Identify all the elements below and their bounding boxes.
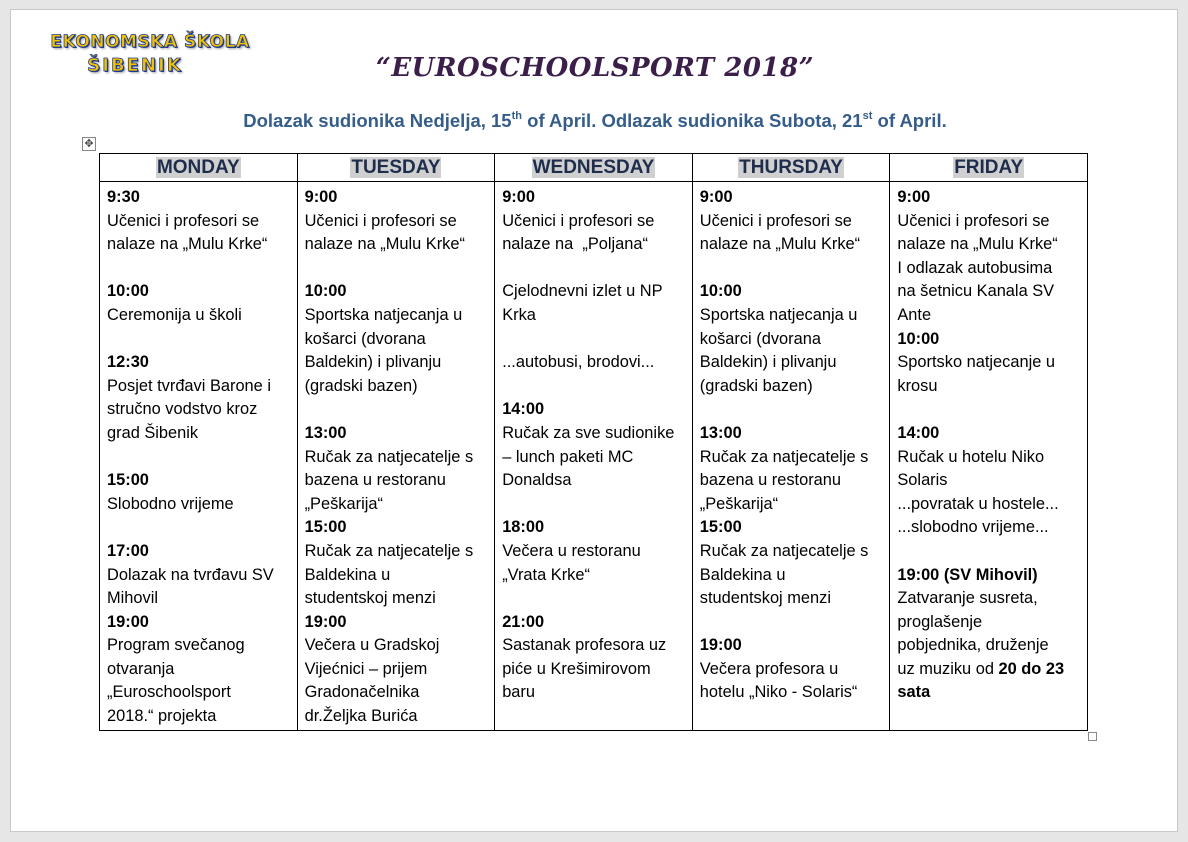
schedule-line <box>305 304 491 328</box>
line-text: nalaze na „Mulu Krke“ <box>699 235 861 254</box>
line-text: 17:00 <box>107 541 149 560</box>
time-label <box>897 186 1083 210</box>
schedule-line <box>897 233 1083 257</box>
time-label <box>502 516 688 540</box>
schedule-line <box>107 658 293 682</box>
document-page <box>10 9 1178 832</box>
line-text: Ceremonija u školi <box>107 305 242 324</box>
line-text: Ručak za natjecatelje s <box>699 447 869 466</box>
schedule-line <box>700 210 886 234</box>
schedule-line <box>700 564 886 588</box>
schedule-line <box>107 210 293 234</box>
schedule-line <box>305 540 491 564</box>
line-text: nalaze na „Mulu Krke“ <box>107 235 268 254</box>
schedule-line <box>502 658 688 682</box>
table-resize-handle[interactable] <box>1088 732 1097 741</box>
line-text: 9:00 <box>897 188 931 206</box>
schedule-line <box>897 587 1083 611</box>
line-text: 13:00 <box>304 423 347 442</box>
schedule-line <box>897 493 1083 517</box>
schedule-line <box>107 564 293 588</box>
schedule-line <box>700 233 886 257</box>
line-text: 19:00 (SV Mihovil) <box>897 565 1038 584</box>
move-arrows-icon[interactable]: ✥ <box>82 137 96 151</box>
schedule-line <box>502 328 688 352</box>
schedule-line <box>897 611 1083 635</box>
schedule-line <box>502 233 688 257</box>
schedule-line <box>305 398 491 422</box>
time-label <box>305 422 491 446</box>
day-header-label: FRIDAY <box>954 156 1024 178</box>
schedule-line <box>107 516 293 540</box>
day-cell-friday <box>890 182 1088 731</box>
schedule-line <box>502 493 688 517</box>
schedule-line <box>897 658 1083 682</box>
line-text: 19:00 <box>107 612 149 631</box>
day-cell-wednesday <box>495 182 693 731</box>
line-text: Učenici i profesori se <box>304 211 457 230</box>
day-cell-monday <box>100 182 298 731</box>
line-text: Večera u Gradskoj <box>304 636 440 655</box>
schedule-line <box>107 422 293 446</box>
time-label <box>305 516 491 540</box>
time-label <box>107 280 293 304</box>
schedule-line <box>305 634 491 658</box>
schedule-line <box>107 398 293 422</box>
line-text: sata <box>897 683 931 702</box>
line-text: Ručak za natjecatelje s <box>304 541 474 560</box>
page-title: “EUROSCHOOLSPORT 2018” <box>375 53 815 83</box>
line-text: Ručak u hotelu Niko <box>897 447 1045 466</box>
schedule-line <box>700 469 886 493</box>
schedule-line <box>700 611 886 635</box>
time-label <box>897 328 1083 352</box>
schedule-line <box>305 210 491 234</box>
schedule-line <box>107 328 293 352</box>
schedule-line <box>502 446 688 470</box>
line-text: 15:00 <box>107 471 149 490</box>
line-text: 19:00 <box>699 636 742 655</box>
schedule-line <box>700 328 886 352</box>
line-text: 9:00 <box>502 188 535 206</box>
line-text: Sportska natjecanja u <box>699 305 858 324</box>
time-label <box>502 398 688 422</box>
line-text: Program svečanog <box>107 636 245 655</box>
time-label <box>700 422 886 446</box>
line-text: „Vrata Krke“ <box>502 565 590 584</box>
line-text: 14:00 <box>502 400 545 419</box>
line-text: 14:00 <box>897 423 940 442</box>
day-header-label: MONDAY <box>156 156 240 178</box>
line-text: baru <box>502 683 535 702</box>
schedule-line <box>107 705 293 729</box>
line-text: Baldekin) i plivanju <box>304 353 442 372</box>
day-header-wednesday <box>495 154 693 182</box>
line-text: Posjet tvrđavi Barone i <box>107 376 271 395</box>
schedule-line <box>502 257 688 281</box>
time-label <box>107 186 293 210</box>
schedule-line <box>700 398 886 422</box>
schedule-line <box>107 681 293 705</box>
schedule-line <box>305 587 491 611</box>
line-text: Dolazak na tvrđavu SV <box>107 565 274 584</box>
line-text: proglašenje <box>897 612 983 631</box>
schedule-line <box>897 516 1083 540</box>
table-row <box>100 182 1088 731</box>
subtitle-part-3: of April. <box>872 110 947 131</box>
schedule-line <box>700 351 886 375</box>
schedule-line <box>502 587 688 611</box>
schedule-line <box>107 375 293 399</box>
schedule-line <box>502 469 688 493</box>
line-text: Večera profesora u <box>699 659 839 678</box>
schedule-line <box>897 351 1083 375</box>
line-text: bazena u restoranu <box>304 471 446 490</box>
schedule-line <box>305 469 491 493</box>
schedule-line <box>305 351 491 375</box>
schedule-line <box>502 351 688 375</box>
time-label <box>107 351 293 375</box>
schedule-line <box>897 446 1083 470</box>
line-text: pobjednika, druženje <box>897 636 1049 655</box>
schedule-line <box>305 446 491 470</box>
line-text: (gradski bazen) <box>304 376 418 395</box>
schedule-line <box>897 398 1083 422</box>
schedule-line <box>502 280 688 304</box>
schedule-line <box>305 705 491 729</box>
schedule-line <box>897 304 1083 328</box>
schedule-line <box>700 257 886 281</box>
time-label <box>305 186 491 210</box>
schedule-line <box>700 375 886 399</box>
line-text: 10:00 <box>304 282 347 301</box>
line-text: – lunch paketi MC <box>502 447 634 466</box>
line-text: Večera u restoranu <box>502 541 641 560</box>
line-text: dr.Željka Burića <box>304 707 418 726</box>
time-label <box>897 422 1083 446</box>
line-text: „Peškarija“ <box>699 494 779 513</box>
schedule-line <box>700 446 886 470</box>
time-label <box>502 611 688 635</box>
line-text: Baldekin) i plivanju <box>699 353 837 372</box>
line-text: košarci (dvorana <box>304 329 426 348</box>
time-label <box>700 280 886 304</box>
time-label <box>107 611 293 635</box>
schedule-line <box>305 257 491 281</box>
line-text: 21:00 <box>502 612 545 631</box>
schedule-line <box>305 493 491 517</box>
time-label <box>107 540 293 564</box>
line-text: „Euroschoolsport <box>107 683 231 702</box>
line-text: 18:00 <box>502 518 545 537</box>
day-header-label: WEDNESDAY <box>532 156 655 178</box>
day-cell-tuesday <box>297 182 495 731</box>
schedule-line <box>107 587 293 611</box>
line-text: Učenici i profesori se <box>502 211 655 230</box>
line-text: bazena u restoranu <box>699 471 842 490</box>
line-text: 9:30 <box>107 188 140 206</box>
schedule-line <box>502 634 688 658</box>
line-text: piće u Krešimirovom <box>502 659 651 678</box>
schedule-line <box>897 375 1083 399</box>
schedule-line <box>107 446 293 470</box>
schedule-line <box>305 681 491 705</box>
day-header-label: TUESDAY <box>351 156 441 178</box>
line-text: ...povratak u hostele... <box>897 494 1059 513</box>
line-text: Učenici i profesori se <box>107 211 260 230</box>
line-text: Baldekina u <box>699 565 786 584</box>
line-text: 19:00 <box>304 612 347 631</box>
line-text: Ante <box>897 305 932 324</box>
line-text: nalaze na „Poljana“ <box>502 235 648 254</box>
line-text: Ručak za sve sudionike <box>502 423 675 442</box>
day-header-tuesday <box>297 154 495 182</box>
line-text: ...slobodno vrijeme... <box>897 518 1049 537</box>
day-header-thursday <box>692 154 890 182</box>
logo-line-2: ŠIBENIK <box>87 55 183 76</box>
schedule-line <box>305 233 491 257</box>
schedule-line <box>502 564 688 588</box>
schedule-line <box>897 540 1083 564</box>
schedule-line <box>700 540 886 564</box>
line-text: Sportska natjecanja u <box>304 305 463 324</box>
line-text: Učenici i profesori se <box>699 211 852 230</box>
schedule-line <box>700 304 886 328</box>
time-label <box>502 186 688 210</box>
line-text: krosu <box>897 376 938 395</box>
day-cell-thursday <box>692 182 890 731</box>
line-text: „Peškarija“ <box>304 494 383 513</box>
schedule-line <box>502 681 688 705</box>
time-label <box>700 186 886 210</box>
time-label <box>305 611 491 635</box>
line-text: Sportsko natjecanje u <box>897 353 1056 372</box>
schedule-line <box>897 634 1083 658</box>
schedule-line <box>107 634 293 658</box>
line-text: Slobodno vrijeme <box>107 494 234 513</box>
line-text: nalaze na „Mulu Krke“ <box>304 235 465 254</box>
line-text: 9:00 <box>699 188 733 206</box>
time-label <box>700 516 886 540</box>
line-text: Sastanak profesora uz <box>502 636 667 655</box>
schedule-line <box>502 540 688 564</box>
line-text: nalaze na „Mulu Krke“ <box>897 235 1058 254</box>
subtitle-sup-2: st <box>862 110 873 122</box>
schedule-line <box>107 304 293 328</box>
line-text: Učenici i profesori se <box>897 211 1050 230</box>
schedule-line <box>700 587 886 611</box>
schedule-line <box>502 422 688 446</box>
line-text: (gradski bazen) <box>699 376 813 395</box>
line-text: Baldekina u <box>304 565 391 584</box>
schedule-line <box>897 210 1083 234</box>
line-text: košarci (dvorana <box>699 329 821 348</box>
time-label <box>897 564 1083 588</box>
schedule-line <box>305 658 491 682</box>
line-text: hotelu „Niko - Solaris“ <box>699 683 858 702</box>
line-text: uz muziku od <box>897 659 999 678</box>
line-text: 10:00 <box>897 329 940 348</box>
line-text: Ručak za natjecatelje s <box>304 447 474 466</box>
line-text: na šetnicu Kanala SV <box>897 282 1055 301</box>
time-label <box>305 280 491 304</box>
table-header-row <box>100 154 1088 182</box>
schedule-line <box>305 328 491 352</box>
line-text: 15:00 <box>304 518 347 537</box>
schedule-line <box>700 658 886 682</box>
schedule-line <box>107 493 293 517</box>
line-text: Ručak za natjecatelje s <box>699 541 869 560</box>
time-label <box>107 469 293 493</box>
day-header-monday <box>100 154 298 182</box>
line-text: I odlazak autobusima <box>897 258 1053 277</box>
line-text: 13:00 <box>699 423 742 442</box>
schedule-line <box>502 375 688 399</box>
line-text: Mihovil <box>107 589 159 608</box>
schedule-line <box>107 257 293 281</box>
line-text: ...autobusi, brodovi... <box>502 353 655 372</box>
line-text: 15:00 <box>699 518 742 537</box>
line-text: 2018.“ projekta <box>107 707 217 726</box>
line-text: Solaris <box>897 471 948 490</box>
time-label <box>700 634 886 658</box>
logo-line-1: EKONOMSKA ŠKOLA <box>50 32 250 52</box>
schedule-line <box>897 469 1083 493</box>
schedule-line <box>897 257 1083 281</box>
line-text: stručno vodstvo kroz <box>107 400 258 419</box>
line-text: 10:00 <box>699 282 742 301</box>
subtitle-part-1: Dolazak sudionika Nedjelja, 15 <box>243 110 512 131</box>
schedule-line <box>502 304 688 328</box>
line-text: studentskoj menzi <box>699 589 831 608</box>
subtitle-part-2: of April. Odlazak sudionika Subota, 21 <box>522 110 863 131</box>
schedule-line <box>897 280 1083 304</box>
arrival-departure-subtitle <box>11 110 1179 132</box>
line-text: 10:00 <box>107 282 149 301</box>
schedule-line <box>305 564 491 588</box>
line-text: 9:00 <box>304 188 338 206</box>
line-bold-tail: 20 do 23 <box>998 659 1065 678</box>
day-header-friday <box>890 154 1088 182</box>
schedule-table <box>99 153 1088 731</box>
line-text: Vijećnici – prijem <box>304 659 428 678</box>
line-text: Donaldsa <box>502 471 572 490</box>
line-text: Cjelodnevni izlet u NP <box>502 282 663 301</box>
line-text: otvaranja <box>107 659 175 678</box>
line-text: studentskoj menzi <box>304 589 436 608</box>
line-text: Gradonačelnika <box>304 683 420 702</box>
schedule-line <box>700 681 886 705</box>
line-text: Zatvaranje susreta, <box>897 589 1038 608</box>
line-text: grad Šibenik <box>107 423 199 442</box>
line-text: Krka <box>502 305 536 324</box>
schedule-line <box>700 493 886 517</box>
subtitle-sup-1: th <box>511 110 522 122</box>
time-label <box>897 681 1083 705</box>
line-text: 12:30 <box>107 353 149 372</box>
day-header-label: THURSDAY <box>739 156 843 178</box>
schedule-line <box>305 375 491 399</box>
schedule-line <box>107 233 293 257</box>
schedule-line <box>502 210 688 234</box>
